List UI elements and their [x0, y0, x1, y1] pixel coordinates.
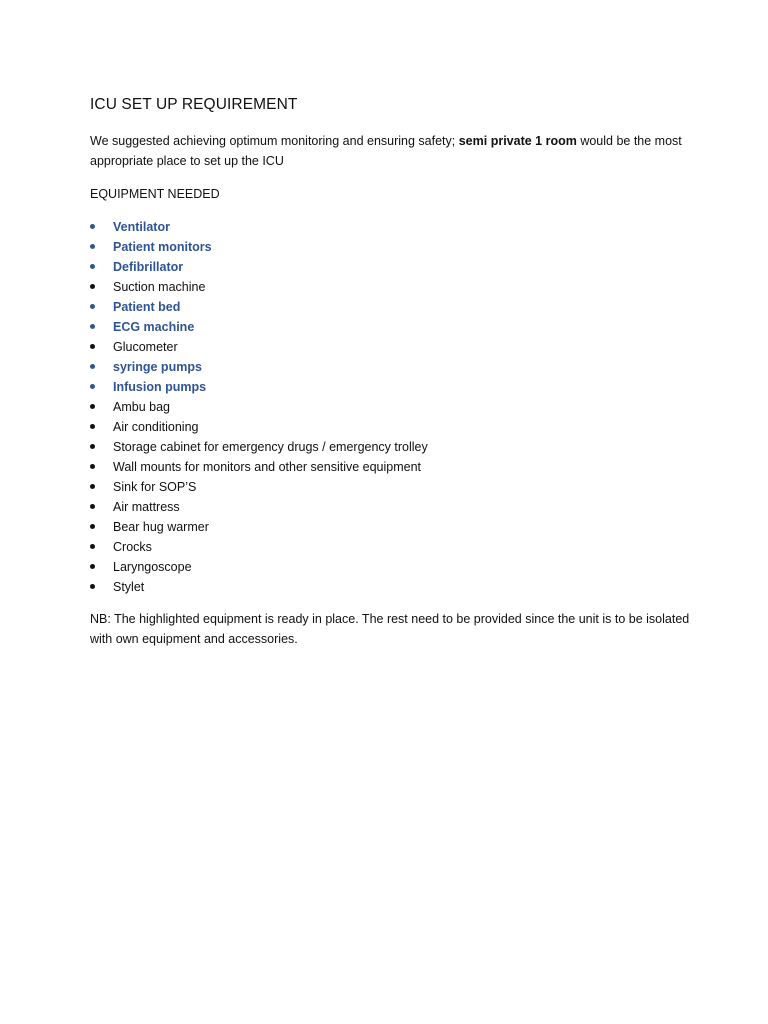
- equipment-item: [90, 297, 690, 317]
- equipment-item: [90, 457, 690, 477]
- equipment-label: ECG machine: [113, 320, 195, 334]
- equipment-item: [90, 377, 690, 397]
- bullet-icon: [90, 264, 95, 269]
- equipment-label: Defibrillator: [113, 260, 184, 274]
- equipment-label: syringe pumps: [113, 360, 202, 374]
- intro-paragraph: [90, 131, 690, 171]
- intro-text-end: would be the most appropriate place to set up the ICU: [90, 134, 682, 168]
- bullet-icon: [90, 564, 95, 569]
- equipment-label: Storage cabinet for emergency drugs / emergency trolley: [113, 440, 428, 454]
- equipment-label: Wall mounts for monitors and other sensitive equipment: [113, 460, 422, 474]
- bullet-icon: [90, 364, 95, 369]
- equipment-item: [90, 557, 690, 577]
- equipment-heading: EQUIPMENT NEEDED: [90, 187, 220, 201]
- intro-text-bold: semi private 1 room: [458, 134, 577, 148]
- equipment-label: Laryngoscope: [113, 560, 192, 574]
- bullet-icon: [90, 464, 95, 469]
- equipment-item: [90, 217, 690, 237]
- equipment-item: [90, 277, 690, 297]
- bullet-icon: [90, 384, 95, 389]
- note-paragraph: NB: The highlighted equipment is ready in place. The rest need to be provided since the unit is to be isolated with own equipment and accessories.: [90, 612, 690, 646]
- bullet-icon: [90, 484, 95, 489]
- bullet-icon: [90, 424, 95, 429]
- bullet-icon: [90, 584, 95, 589]
- equipment-item: [90, 477, 690, 497]
- equipment-item: [90, 237, 690, 257]
- equipment-label: Patient bed: [113, 300, 181, 314]
- equipment-item: [90, 577, 690, 597]
- intro-text-start: We suggested achieving optimum monitoring and ensuring safety;: [90, 134, 459, 148]
- equipment-label: Ventilator: [113, 220, 170, 234]
- bullet-icon: [90, 244, 95, 249]
- equipment-label: Glucometer: [113, 340, 178, 354]
- equipment-label: Air conditioning: [113, 420, 199, 434]
- equipment-label: Bear hug warmer: [113, 520, 209, 534]
- equipment-item: [90, 497, 690, 517]
- equipment-label: Stylet: [113, 580, 145, 594]
- equipment-item: [90, 337, 690, 357]
- equipment-item: [90, 417, 690, 437]
- equipment-item: [90, 357, 690, 377]
- equipment-item: [90, 397, 690, 417]
- equipment-label: Air mattress: [113, 500, 180, 514]
- bullet-icon: [90, 324, 95, 329]
- bullet-icon: [90, 404, 95, 409]
- bullet-icon: [90, 304, 95, 309]
- bullet-icon: [90, 524, 95, 529]
- equipment-item: [90, 437, 690, 457]
- equipment-label: Patient monitors: [113, 240, 212, 254]
- bullet-icon: [90, 504, 95, 509]
- document-body: [90, 95, 690, 649]
- bullet-icon: [90, 344, 95, 349]
- equipment-label: Suction machine: [113, 280, 206, 294]
- equipment-item: [90, 537, 690, 557]
- equipment-list: [90, 217, 690, 597]
- equipment-label: Sink for SOP’S: [113, 480, 197, 494]
- equipment-item: [90, 257, 690, 277]
- bullet-icon: [90, 284, 95, 289]
- equipment-item: [90, 317, 690, 337]
- bullet-icon: [90, 224, 95, 229]
- bullet-icon: [90, 444, 95, 449]
- bullet-icon: [90, 544, 95, 549]
- equipment-label: Ambu bag: [113, 400, 170, 414]
- equipment-label: Crocks: [113, 540, 152, 554]
- document-title: ICU SET UP REQUIREMENT: [90, 96, 298, 113]
- equipment-item: [90, 517, 690, 537]
- equipment-label: Infusion pumps: [113, 380, 207, 394]
